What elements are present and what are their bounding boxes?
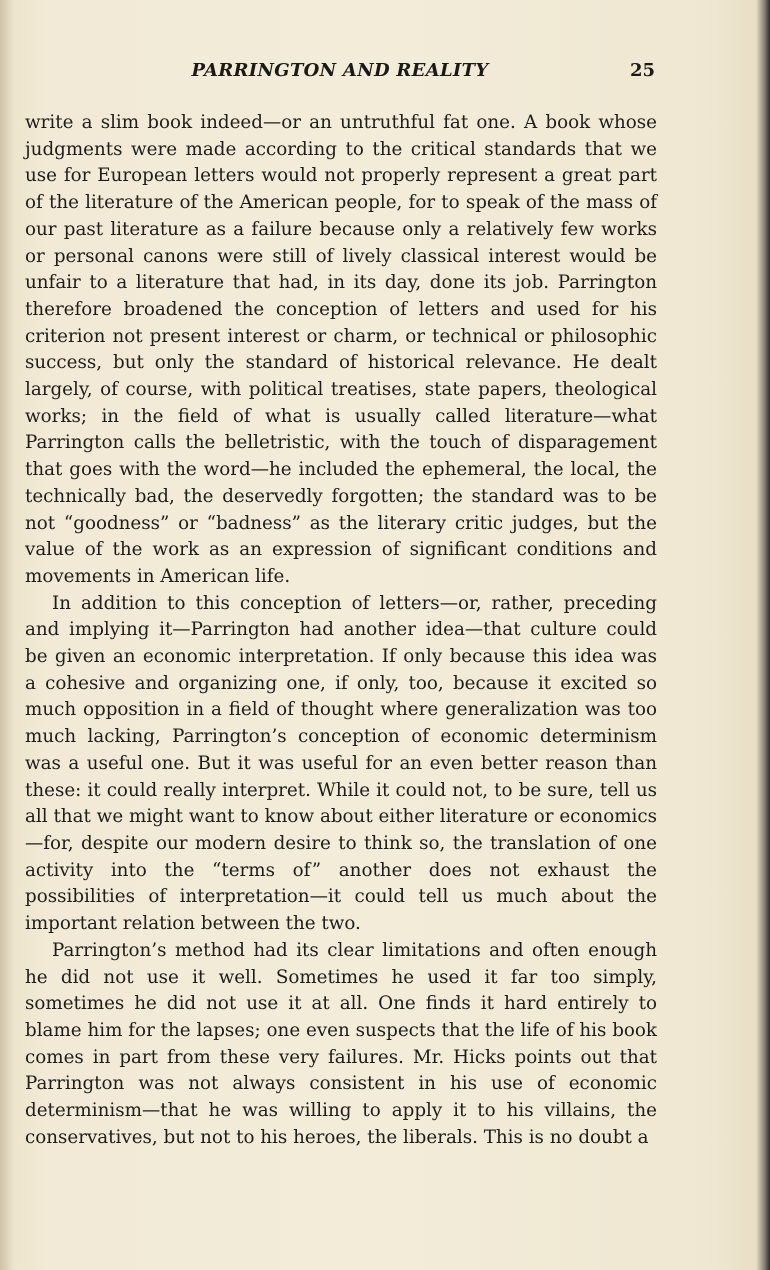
paragraph: In addition to this conception of letters—or, rather, preceding and implying it—Parrington had another idea—that culture could be given an economic interpretation. If only because this idea was a cohesive and organizing one, if only, too, because it excited so much opposition in a field of thought where generalization was too much lacking, Parrington’s conception of economic determinism was a useful one. But it was useful for an even better reason than these: it could really interpret. While it could not, to be sure, tell us all that we might want to know about either literature or economics—for, despite our modern desire to think so, the translation of one activity into the “terms of” another does not exhaust the possibilities of interpretation—it could tell us much about the important relation between the two.: [25, 592, 657, 935]
spine-shadow: [0, 0, 14, 1270]
body-text: [25, 110, 657, 1151]
paragraph: Parrington’s method had its clear limitations and often enough he did not use it well. Sometimes he used it far too simply, sometimes he did not use it at all. One finds it hard entirely to blame him for the lapses; one even suspects that the life of his book comes in part from these very failures. Mr. Hicks points out that Parrington was not always consistent in his use of economic determinism—that he was willing to apply it to his villains, the conservatives, but not to his heroes, the liberals. This is no doubt a: [25, 939, 657, 1148]
page-edge-shadow: [756, 0, 770, 1270]
paragraph: write a slim book indeed—or an untruthful fat one. A book whose judgments were made according to the critical standards that we use for European letters would not properly represent a great part of the literature of the American people, for to speak of the mass of our past literature as a failure because only a relatively few works or personal canons were still of lively classical interest would be unfair to a literature that had, in its day, done its job. Parrington therefore broadened the conception of letters and used for his criterion not present interest or charm, or technical or philosophic success, but only the standard of historical relevance. He dealt largely, of course, with political treatises, state papers, theological works; in the field of what is usually called literature—what Parrington calls the belletristic, with the touch of disparagement that goes with the word—he included the ephemeral, the local, the technically bad, the deservedly forgotten; the standard was to be not “goodness” or “badness” as the literary critic judges, but the value of the work as an expression of significant conditions and movements in American life.: [25, 112, 657, 587]
running-title: PARRINGTON AND REALITY: [191, 60, 489, 81]
page-number: 25: [629, 60, 655, 81]
running-head: [25, 58, 655, 88]
